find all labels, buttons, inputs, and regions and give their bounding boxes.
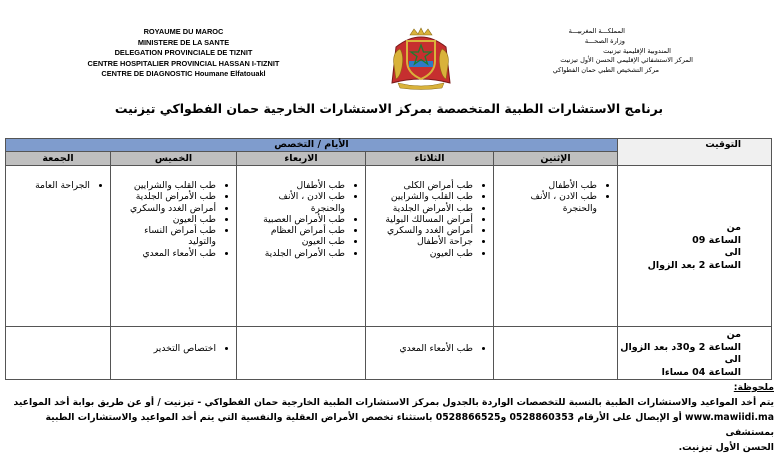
- specialty-item: • طب أمراض النساء والتوليد: [117, 225, 216, 248]
- time-column-header: التوقيت: [618, 139, 772, 166]
- time-line: الساعة 2 و30د بعد الزوال: [620, 341, 741, 353]
- notes-line: الحسن الأول تيزنيت.: [678, 442, 774, 453]
- specialty-item: • طب الأمراض الجلدية: [372, 203, 473, 214]
- cell-friday-morning: [6, 166, 111, 327]
- cell-wednesday-morning: [237, 166, 366, 327]
- cell-friday-afternoon: [6, 327, 111, 380]
- specialty-item: • الجراحة العامة: [12, 180, 90, 191]
- specialty-item: • طب الأمراض العصبية: [243, 214, 345, 225]
- header-right-line: المملكـــة المغربيـــة: [568, 27, 625, 35]
- specialty-item: • طب الأمعاء المعدي: [117, 248, 216, 259]
- cell-thursday-afternoon: [111, 327, 237, 380]
- header-left-line: DELEGATION PROVINCIALE DE TIZNIT: [114, 48, 253, 58]
- specialty-item: • طب الأمراض الجلدية: [243, 248, 345, 259]
- header-left-line: MINISTERE DE LA SANTE: [137, 37, 230, 47]
- specialty-item: • طب العيون: [243, 236, 345, 247]
- cell-monday-morning: [494, 166, 618, 327]
- specialty-item: • طب العيون: [372, 248, 473, 259]
- specialty-item: • طب الأمراض الجلدية: [117, 191, 216, 202]
- time-line: الى: [724, 354, 741, 365]
- time-slot-afternoon: [618, 327, 772, 380]
- cell-tuesday-morning: [366, 166, 494, 327]
- header-right-line: وزارة الصحـــة: [584, 36, 625, 45]
- days-header: الأيام / التخصص: [6, 139, 618, 152]
- specialty-item: • طب القلب والشرايين: [117, 180, 216, 191]
- cell-tuesday-afternoon: [366, 327, 494, 380]
- specialty-item: • طب الادن ، الأنف والحنجرة: [243, 191, 345, 214]
- header-right: [483, 27, 713, 76]
- schedule-table: [5, 138, 772, 380]
- time-line: الى: [724, 247, 741, 258]
- time-slot-morning: [618, 166, 772, 327]
- header-left-line: CENTRE DE DIAGNOSTIC Houmane Elfatouakl: [101, 69, 266, 79]
- cell-monday-afternoon: [494, 327, 618, 380]
- day-header-wednesday: الاربعاء: [237, 152, 366, 166]
- time-line: من: [726, 222, 741, 233]
- time-line: الساعة 2 بعد الزوال: [647, 259, 741, 271]
- specialty-item: • طب الادن ، الأنف والحنجرة: [500, 191, 597, 214]
- header-left-line: CENTRE HOSPITALIER PROVINCIAL HASSAN I-TIZNIT: [87, 58, 280, 68]
- notes-line: www.mawiidi.ma أو الإيصال على الأرقام 0528860353 و0528866525 باستثناء تخصص الأمراض العقلية والنفسية التي يتم أخد المواعيد والاستشارات الطبية بمستشفى: [45, 412, 774, 438]
- specialty-item: • أمراض المسالك البولية: [372, 214, 473, 225]
- notes-section: [4, 380, 774, 455]
- day-header-friday: الجمعة: [6, 152, 111, 166]
- specialty-item: • أمراض الغدد والسكري: [117, 203, 216, 214]
- header-left: [46, 27, 321, 80]
- morocco-coat-of-arms-icon: [388, 25, 454, 91]
- specialty-item: • طب العيون: [117, 214, 216, 225]
- specialty-item: • طب أمراض العظام: [243, 225, 345, 236]
- cell-wednesday-afternoon: [237, 327, 366, 380]
- header-right-line: مركز التشخيص الطبي حمان الفطواكي: [552, 66, 659, 75]
- day-header-monday: الإثنين: [494, 152, 618, 166]
- specialty-item: • طب القلب والشرايين: [372, 191, 473, 202]
- cell-thursday-morning: [111, 166, 237, 327]
- time-line: الساعة 04 مساءا: [661, 366, 741, 378]
- specialty-item: • جراحة الأطفال: [372, 236, 473, 247]
- page-title: برنامج الاستشارات الطبية المتخصصة بمركز الاستشارات الخارجية حمان الفطواكي تيزنيت: [114, 101, 664, 116]
- time-line: من: [726, 329, 741, 340]
- header-left-line: ROYAUME DU MAROC: [143, 27, 224, 36]
- notes-heading: ملحوظة:: [733, 382, 774, 393]
- header-right-line: المركز الاستشفائي الإقليمي الحسن الأول تيزنيت: [560, 56, 693, 65]
- specialty-item: • طب الأطفال: [243, 180, 345, 191]
- specialty-item: • أمراض الغدد والسكري: [372, 225, 473, 236]
- specialty-item: • طب الأمعاء المعدي: [372, 343, 473, 354]
- header-right-line: المندوبية الإقليمية تيزنيت: [603, 46, 671, 55]
- specialty-item: • اختصاص التخدير: [117, 343, 216, 354]
- specialty-item: • طب أمراض الكلى: [372, 180, 473, 191]
- day-header-thursday: الخميس: [111, 152, 237, 166]
- time-line: الساعة 09: [692, 234, 741, 246]
- notes-line: يتم أخد المواعيد والاستشارات الطبية بالنسبة للتخصصات الواردة بالجدول بمركز الاستشارات الطبية الخارجية حمان الفطواكي - تيزنيت / أو عن طريق بوابة أخد المواعيد: [13, 397, 774, 408]
- day-header-tuesday: الثلاثاء: [366, 152, 494, 166]
- specialty-item: • طب الأطفال: [500, 180, 597, 191]
